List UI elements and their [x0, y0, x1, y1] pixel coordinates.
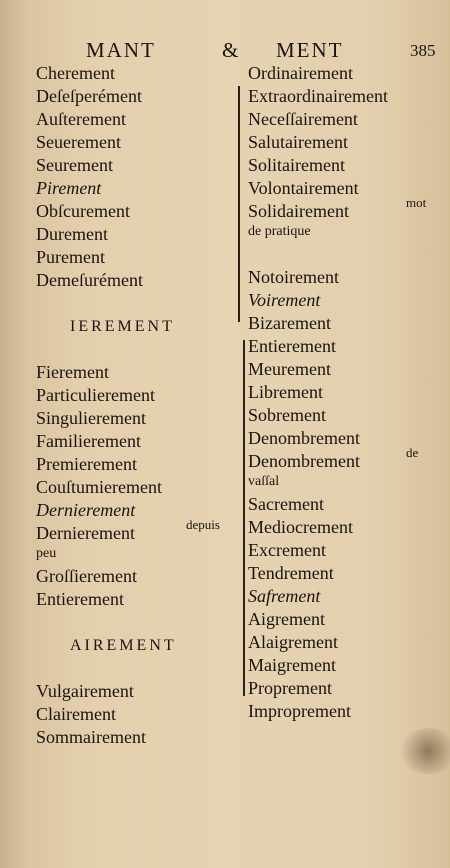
- margin-note: depuis: [186, 517, 220, 532]
- word-entry: [248, 404, 448, 427]
- word-entry: [248, 108, 448, 131]
- word-text: Aigrement: [248, 609, 325, 629]
- word-text: Familierement: [36, 431, 141, 451]
- word-entry: [36, 588, 236, 611]
- word-entry: [36, 85, 236, 108]
- word-text: Solitairement: [248, 155, 345, 175]
- word-text: Purement: [36, 247, 105, 267]
- word-entry: [36, 269, 236, 292]
- word-text: Demeſurément: [36, 270, 143, 290]
- word-text: Librement: [248, 382, 323, 402]
- word-entry: [248, 493, 448, 516]
- word-text: Proprement: [248, 678, 332, 698]
- word-text: Vulgairement: [36, 681, 134, 701]
- word-text: Groſſierement: [36, 566, 137, 586]
- word-text: Fierement: [36, 362, 109, 382]
- word-entry: [36, 131, 236, 154]
- word-text: Seuerement: [36, 132, 121, 152]
- word-text: Notoirement: [248, 267, 339, 287]
- word-entry: [36, 384, 236, 407]
- word-text: Premierement: [36, 454, 137, 474]
- word-text: Improprement: [248, 701, 351, 721]
- margin-note: mot: [406, 195, 427, 210]
- word-text: Solidairement: [248, 201, 349, 221]
- word-entry: [248, 335, 448, 358]
- blank-line: [36, 292, 236, 315]
- word-entry: [248, 516, 448, 539]
- word-entry: [248, 562, 448, 585]
- word-text: Extraordinairement: [248, 86, 388, 106]
- word-entry: [248, 266, 448, 289]
- word-text: Dernierement: [36, 523, 135, 543]
- word-text: Ordinairement: [248, 63, 353, 83]
- word-entry: [248, 631, 448, 654]
- word-entry: [248, 677, 448, 700]
- note-continuation: peu: [36, 546, 57, 561]
- section-heading-text: AIREMENT: [70, 637, 177, 654]
- left-word-column: [36, 62, 236, 749]
- word-text: Safrement: [248, 586, 321, 606]
- word-entry: [248, 539, 448, 562]
- header-left-word: MANT: [86, 38, 156, 62]
- blank-line: [36, 657, 236, 680]
- blank-line: [36, 338, 236, 361]
- word-entry: [36, 177, 236, 200]
- word-text: Mediocrement: [248, 517, 353, 537]
- word-entry: [248, 381, 448, 404]
- word-text: Pirement: [36, 178, 102, 198]
- word-entry: [248, 445, 448, 473]
- word-text: Dernierement: [36, 500, 136, 520]
- word-entry: [248, 85, 448, 108]
- section-heading: [36, 634, 236, 657]
- word-text: Seurement: [36, 155, 113, 175]
- word-entry: [36, 430, 236, 453]
- word-entry: [36, 453, 236, 476]
- word-text: Couſtumierement: [36, 477, 162, 497]
- word-entry: [248, 312, 448, 335]
- word-text: Sommairement: [36, 727, 146, 747]
- word-entry: [248, 654, 448, 677]
- word-text: Deſeſperément: [36, 86, 142, 106]
- word-text: Denombrement: [248, 451, 360, 471]
- word-text: Denombrement: [248, 428, 360, 448]
- word-text: Tendrement: [248, 563, 334, 583]
- word-text: Auſterement: [36, 109, 126, 129]
- word-text: Maigrement: [248, 655, 336, 675]
- word-text: Singulierement: [36, 408, 146, 428]
- word-entry: [36, 154, 236, 177]
- word-text: Particulierement: [36, 385, 155, 405]
- word-entry: [248, 62, 448, 85]
- word-entry: [248, 195, 448, 223]
- word-entry: [36, 246, 236, 269]
- word-entry: [36, 223, 236, 246]
- word-entry: [248, 608, 448, 631]
- word-text: Meurement: [248, 359, 331, 379]
- word-text: Sacrement: [248, 494, 324, 514]
- word-entry: [248, 289, 448, 312]
- word-text: Clairement: [36, 704, 116, 724]
- word-text: Neceſſairement: [248, 109, 358, 129]
- blank-line: [248, 243, 448, 266]
- note-continuation: de pratique: [248, 224, 311, 239]
- blank-line: [36, 611, 236, 634]
- word-text: Excrement: [248, 540, 326, 560]
- word-entry: [36, 361, 236, 384]
- word-entry: [248, 585, 448, 608]
- word-entry: [36, 517, 236, 545]
- column-divider-lower: [243, 340, 245, 696]
- running-header: [0, 38, 450, 64]
- word-text: Cherement: [36, 63, 115, 83]
- word-entry: [36, 62, 236, 85]
- word-text: Durement: [36, 224, 108, 244]
- word-entry: [36, 108, 236, 131]
- word-text: Alaigrement: [248, 632, 338, 652]
- ink-stain: [400, 728, 450, 774]
- word-text: Volontairement: [248, 178, 359, 198]
- header-ampersand: &: [222, 38, 241, 62]
- word-entry: [36, 407, 236, 430]
- word-entry: [248, 131, 448, 154]
- margin-note: de: [406, 445, 419, 460]
- word-entry: [248, 154, 448, 177]
- column-divider-upper: [238, 86, 240, 322]
- header-right-word: MENT: [276, 38, 344, 62]
- word-text: Obſcurement: [36, 201, 130, 221]
- section-heading: [36, 315, 236, 338]
- word-entry: [36, 200, 236, 223]
- right-word-column: [248, 62, 448, 723]
- word-entry: [248, 700, 448, 723]
- word-text: Voirement: [248, 290, 321, 310]
- word-entry: [36, 726, 236, 749]
- word-text: Salutairement: [248, 132, 348, 152]
- word-text: Entierement: [36, 589, 124, 609]
- word-entry: [36, 565, 236, 588]
- word-entry: [248, 358, 448, 381]
- section-heading-text: IEREMENT: [70, 318, 175, 335]
- page-number: 385: [410, 41, 436, 60]
- word-entry: [36, 703, 236, 726]
- note-continuation: vaſſal: [248, 474, 280, 489]
- word-text: Sobrement: [248, 405, 326, 425]
- word-text: Bizarement: [248, 313, 331, 333]
- word-entry: [36, 476, 236, 499]
- word-entry: [36, 680, 236, 703]
- word-text: Entierement: [248, 336, 336, 356]
